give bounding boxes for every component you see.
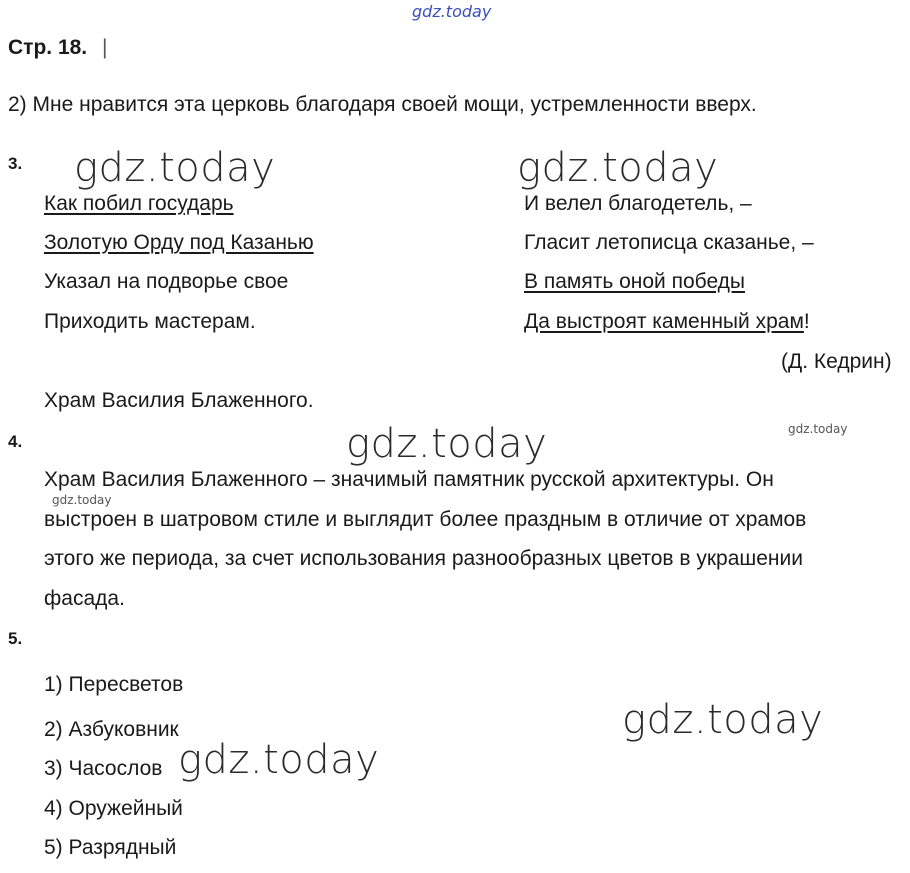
- watermark-large: gdz.today: [517, 145, 719, 191]
- poem-right-line: [524, 310, 810, 334]
- watermark-large: gdz.today: [346, 421, 548, 467]
- list-item: 2) Азбуковник: [44, 718, 179, 741]
- task-4-number: 4.: [8, 432, 23, 451]
- poem-left-line: Как побил государь: [44, 192, 234, 215]
- task-3-answer: Храм Василия Блаженного.: [44, 389, 314, 412]
- poem-right-line: И велел благодетель, –: [524, 192, 752, 215]
- cursor-mark: |: [102, 36, 108, 59]
- poem-left-line: Приходить мастерам.: [44, 310, 256, 333]
- task-3-number: 3.: [8, 154, 23, 173]
- watermark-large: gdz.today: [622, 697, 824, 743]
- page-reference: Стр. 18.: [8, 36, 88, 59]
- watermark-small: gdz.today: [788, 422, 848, 436]
- list-item: 5) Разрядный: [44, 836, 177, 859]
- task-4-line: фасада.: [44, 587, 125, 610]
- poem-left-line: Золотую Орду под Казанью: [44, 231, 314, 254]
- poem-left-line: Указал на подворье свое: [44, 270, 289, 293]
- list-item: 4) Оружейный: [44, 797, 183, 820]
- watermark-small: gdz.today: [52, 493, 112, 507]
- watermark-large: gdz.today: [74, 145, 276, 191]
- list-item: 1) Пересветов: [44, 673, 184, 696]
- watermark-top: gdz.today: [412, 2, 492, 21]
- poem-right-line-text: Да выстроят каменный храм: [524, 310, 804, 333]
- poem-author: (Д. Кедрин): [781, 350, 892, 373]
- poem-right-line: Гласит летописца сказанье, –: [524, 231, 814, 254]
- task-4-line: выстроен в шатровом стиле и выглядит более праздным в отличие от храмов: [44, 508, 807, 531]
- poem-right-line-punct: !: [803, 310, 810, 333]
- task-5-number: 5.: [8, 629, 23, 648]
- poem-right-line: В память оной победы: [524, 270, 746, 293]
- list-item: 3) Часослов: [44, 757, 163, 780]
- task-2-answer: 2) Мне нравится эта церковь благодаря своей мощи, устремленности вверх.: [8, 93, 757, 116]
- watermark-large: gdz.today: [178, 737, 380, 783]
- task-4-line: Храм Василия Блаженного – значимый памятник русской архитектуры. Он: [44, 468, 774, 491]
- task-4-line: этого же периода, за счет использования разнообразных цветов в украшении: [44, 547, 803, 570]
